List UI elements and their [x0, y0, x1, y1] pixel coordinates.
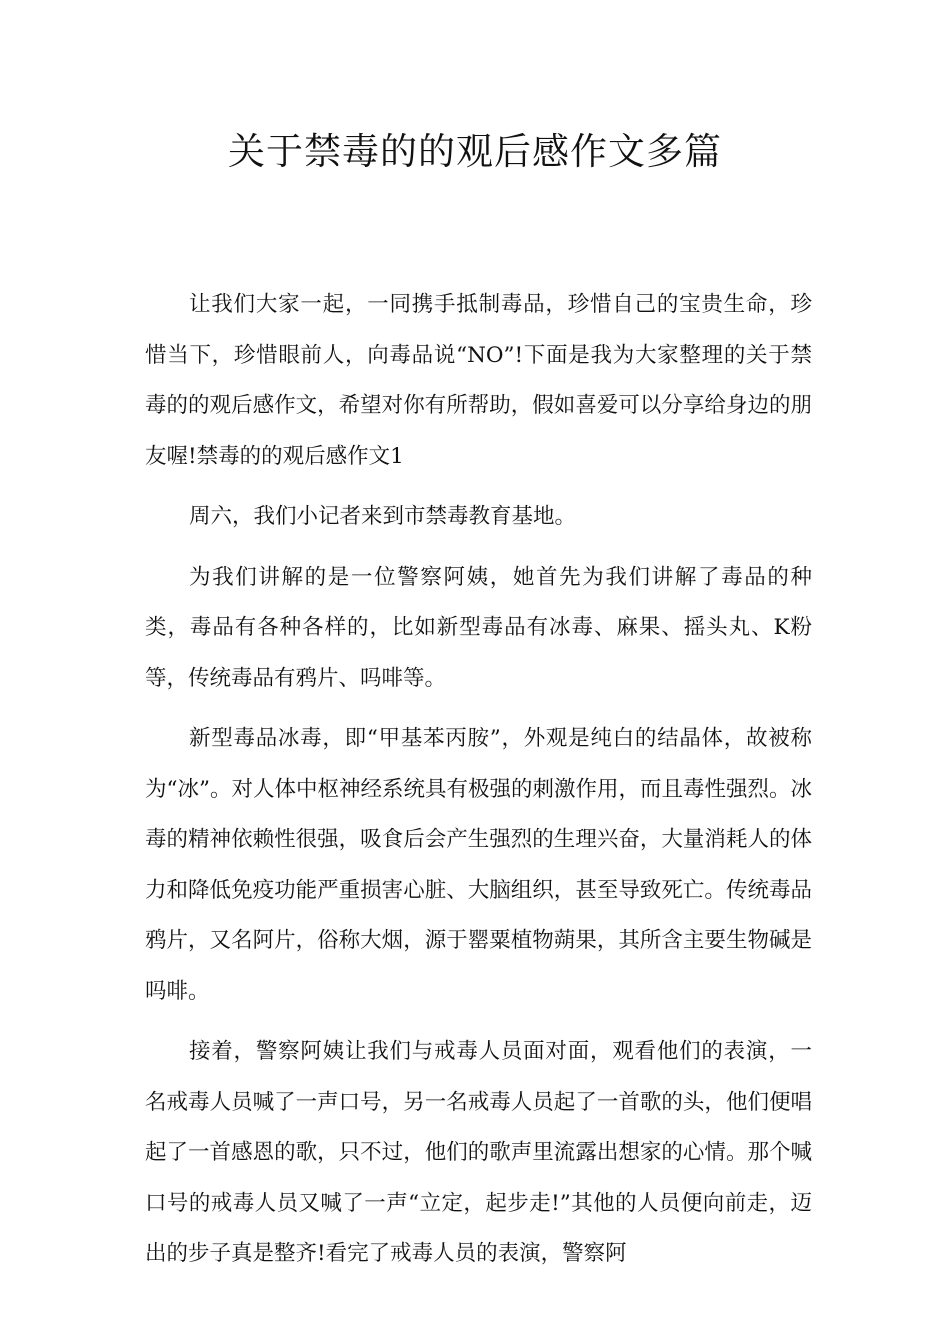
paragraph-ice-opium: 新型毒品冰毒，即“甲基苯丙胺”，外观是纯白的结晶体，故被称为“冰”。对人体中枢神经系统具有极强的刺激作用，而且毒性强烈。冰毒的精神依赖性很强，吸食后会产生强烈的生理兴奋，大量消耗人的体力和降低免疫功能严重损害心脏、大脑组织，甚至导致死亡。传统毒品鸦片，又名阿片，俗称大烟，源于罂粟植物蒴果，其所含主要生物碱是吗啡。	[145, 726, 812, 1004]
paragraph-performance: 接着，警察阿姨让我们与戒毒人员面对面，观看他们的表演，一名戒毒人员喊了一声口号，另一名戒毒人员起了一首歌的头，他们便唱起了一首感恩的歌，只不过，他们的歌声里流露出想家的心情。那个喊口号的戒毒人员又喊了一声“立定，起步走!”其他的人员便向前走，迈出的步子真是整齐!看完了戒毒人员的表演，警察阿	[145, 1039, 812, 1266]
paragraph-saturday: 周六，我们小记者来到市禁毒教育基地。	[189, 504, 577, 529]
document-title: 关于禁毒的的观后感作文多篇	[228, 130, 722, 173]
paragraph-intro: 让我们大家一起，一同携手抵制毒品，珍惜自己的宝贵生命，珍惜当下，珍惜眼前人，向毒品说“NO”!下面是我为大家整理的关于禁毒的的观后感作文，希望对你有所帮助，假如喜爱可以分享给身边的朋友喔!禁毒的的观后感作文1	[145, 292, 812, 469]
document-body	[145, 280, 812, 1290]
paragraph-drug-types: 为我们讲解的是一位警察阿姨，她首先为我们讲解了毒品的种类，毒品有各种各样的，比如新型毒品有冰毒、麻果、摇头丸、K粉等，传统毒品有鸦片、吗啡等。	[145, 564, 812, 691]
